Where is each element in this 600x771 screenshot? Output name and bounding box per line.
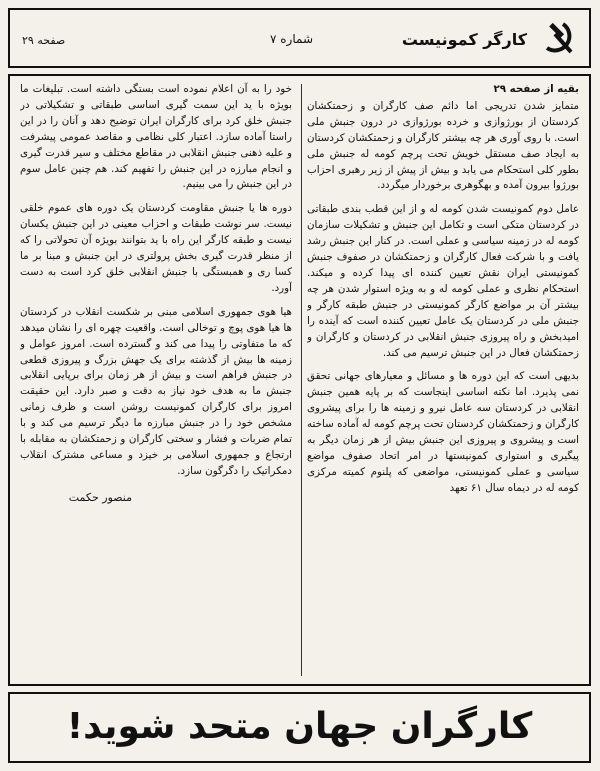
article-paragraph: هیا هوی جمهوری اسلامی مبنی بر شکست انقلاب در کردستان ها هیا هوی پوچ و توخالی است. واقعیت چهره ای را نشان میدهد که ما متفاوتی را پیدا می کند و گسترده است. امروز عوامل و زمینه ها بیش از گذشته برای یک جهش بزرگ و پیروزی قطعی در جنبش فراهم است و بیش از هر زمان برای برپایی انقلابی جنبش ما به هدف خود نیاز به دقت و صبر دارد. این حقیقت امروز برای کارگران کمونیست روشن است و ظرف زمانی مشخص خود را در جنبش مبارزه ما دیگر ترسیم می کند و با تمام ضربات و فشار و سختی کارگران و زحمتکشان به مقابله با ارتجاع و جمهوری اسلامی بر خیزد و مساعی مشترک انقلاب دمکراتیک را دگرگون سازد. [20,305,292,477]
newspaper-page [8,8,591,763]
article-paragraph: متمایز شدن تدریجی اما دائم صف کارگران و زحمتکشان کردستان از بورژوازی و خرده بورژوازی در درون جنبش ملی است. با روی آوری هر چه بیشتر کارگران و زحمتکشان کردستان به ایجاد صف مستقل خویش تحت پرچم کومه له جنبش ملی بطور کلی استحکام می یابد و بیش از پیش از زیر رهبری احزاب بورژوا بیرون آمده و بهگوهری برخوردار میگردد. [307,99,579,192]
article-body [8,74,591,686]
column-divider [301,84,302,676]
hammer-sickle-icon [539,18,579,58]
masthead-title: کارگر کمونیست [401,30,527,49]
slogan-banner [8,692,591,763]
article-paragraph: خود را به آن اعلام نموده است بستگی داشته است. تبلیغات ما بویژه با ید این سمت گیری اساسی طبقاتی و تشکیلاتی در جنبش خلق کرد برای کارگران ایران توضیح دهد و آنان را در این راستا آماده سازد. اعتبار کلی نظامی و مقاصد عمومی پیشرفت و علیه ذهنی جنبش انقلابی در مقاطع مختلف و سیر قدرت گیری و انجام مبارزه در این جنبش را تفهیم کند. هم چنین عامل سوم در این جنبش را می بینیم. [20,83,292,191]
article-paragraph: عامل دوم کمونیست شدن کومه له و از این قطب بندی طبقاتی در کردستان متکی است و تکامل این جنبش و تشکیلات سازمان کومه له در زمینه سیاسی و عملی است. در کنار این جنبش رشد یافت و با شرکت فعال کارگران و زحمتکشان در صفوف جنبش کمونیستی ایران نقش تعیین کننده ای پیدا کرده و میکند. استحکام نظری و عملی کومه له و به ویژه استوار شدن هر چه بیشتر آن بر مواضع کارگر کمونیستی در جنبش طبقه کارگر و جنبش ملی در کردستان یک عامل تعیین کننده است که آینده را امیدبخش و راه پیروزی جنبش انقلابی در کردستان و کارگران و زحمتکشان فعال در این جنبش ترسیم می کند. [307,203,579,359]
issue-number: شماره ۷ [270,32,313,46]
article-paragraph: دوره ها یا جنبش مقاومت کردستان یک دوره های عموم خلقی نیست. سر نوشت طبقات و احزاب معینی در این جنبش یکسان نیست و طبقه کارگر این راه با ید بتوانند بویژه آن تحولاتی را که از منظر قدرت گیری بخش پرولتری در این جنبش و مبنا بر ما کسا ری و همبستگی با جنبش انقلابی خلق کرد است به دست آورد. [20,202,292,294]
continuation-label: بقیه از صفحه ۲۹ [493,83,579,95]
header-bar [8,8,591,68]
article-column-right [307,82,579,678]
slogan-text: کارگران جهان متحد شوید! [66,706,533,747]
author-signature: منصور حکمت [68,490,132,504]
article-column-left [20,82,292,678]
article-paragraph: بدیهی است که این دوره ها و مسائل و معیارهای جهانی تحقق نمی پذیرد. اما نکته اساسی اینجاست که بر پایه همین جنبش انقلابی در کردستان سه عامل نیرو و زمینه ها را برای پیشروی کارگران و زحمتکشان کردستان تحت پرچم کومه له آماده ساخته است و پیشروی و پیروزی این جنبش بیش از هر زمان دیگر به پیگیری و استواری کمونیستها در امر اتحاد صفوف مواضع سیاسی و عملی کمونیستی، مواضعی که پلنوم کمیته مرکزی کومه له در دیماه سال ۶۱ تعهد [307,370,579,494]
page-number: صفحه ۲۹ [22,34,66,47]
